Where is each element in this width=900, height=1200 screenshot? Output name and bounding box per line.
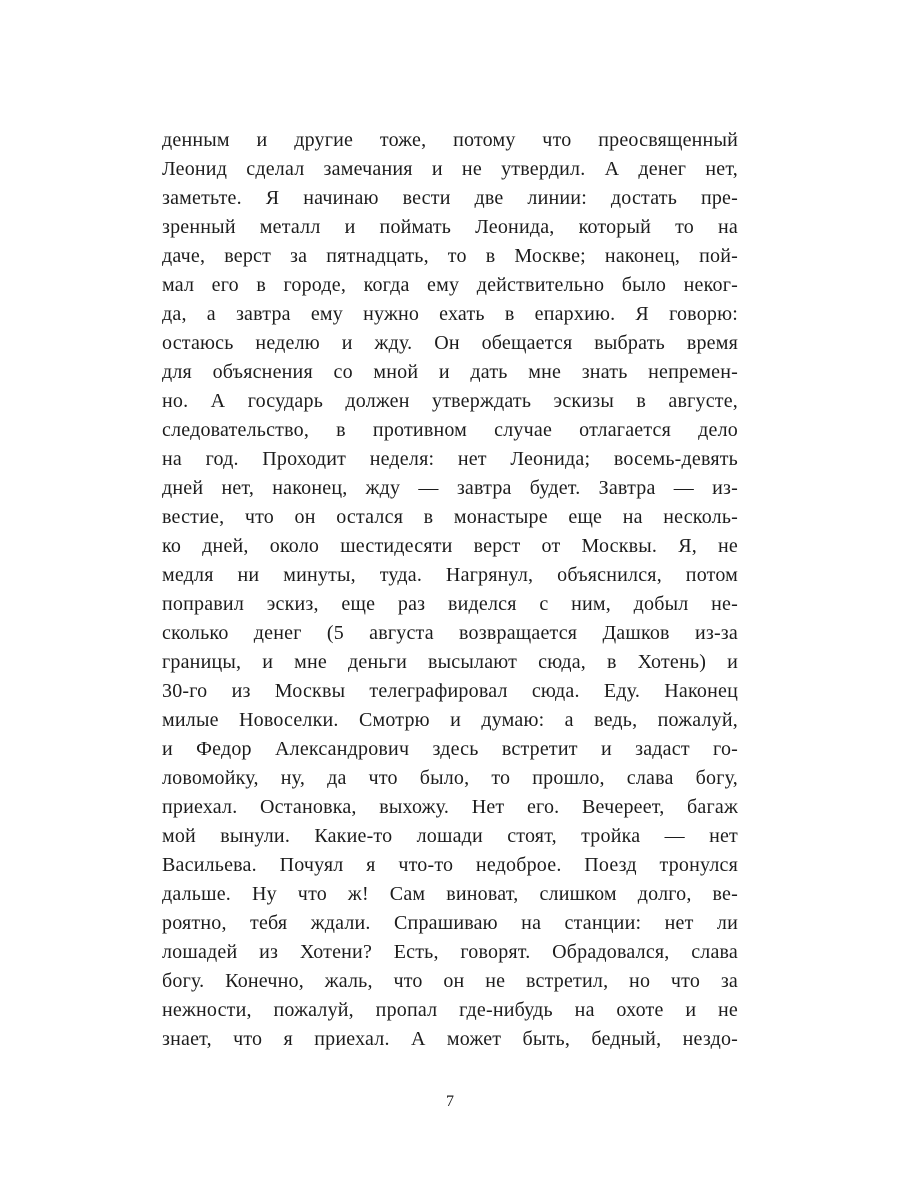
text-line: 30-го из Москвы телеграфировал сюда. Еду. Наконец [162,680,738,702]
text-line: для объяснения со мной и дать мне знать непремен- [162,361,738,383]
text-line: Леонид сделал замечания и не утвердил. А денег нет, [162,158,738,180]
page-text [162,126,738,1054]
text-line: да, а завтра ему нужно ехать в епархию. Я говорю: [162,303,738,325]
text-line: роятно, тебя ждали. Спрашиваю на станции: нет ли [162,912,738,934]
text-line: знает, что я приехал. А может быть, бедный, нездо- [162,1028,738,1050]
text-line: медля ни минуты, туда. Нагрянул, объяснился, потом [162,564,738,586]
text-line: лошадей из Хотени? Есть, говорят. Обрадовался, слава [162,941,738,963]
text-line: ловомойку, ну, да что было, то прошло, слава богу, [162,767,738,789]
text-line: границы, и мне деньги высылают сюда, в Хотень) и [162,651,738,673]
text-line: и Федор Александрович здесь встретит и задаст го- [162,738,738,760]
text-line: милые Новоселки. Смотрю и думаю: а ведь, пожалуй, [162,709,738,731]
text-line: заметьте. Я начинаю вести две линии: достать пре- [162,187,738,209]
text-line: поправил эскиз, еще раз виделся с ним, добыл не- [162,593,738,615]
text-line: мой вынули. Какие-то лошади стоят, тройка — нет [162,825,738,847]
text-line: но. А государь должен утверждать эскизы в августе, [162,390,738,412]
text-line: даче, верст за пятнадцать, то в Москве; наконец, пой- [162,245,738,267]
text-line: нежности, пожалуй, пропал где-нибудь на охоте и не [162,999,738,1021]
page-number: 7 [446,1093,454,1110]
text-line: дней нет, наконец, жду — завтра будет. Завтра — из- [162,477,738,499]
text-line: богу. Конечно, жаль, что он не встретил, но что за [162,970,738,992]
text-line: вестие, что он остался в монастыре еще на несколь- [162,506,738,528]
text-line: остаюсь неделю и жду. Он обещается выбрать время [162,332,738,354]
text-line: денным и другие тоже, потому что преосвященный [162,129,738,151]
text-line: сколько денег (5 августа возвращается Дашков из-за [162,622,738,644]
text-line: зренный металл и поймать Леонида, который то на [162,216,738,238]
text-line: ко дней, около шестидесяти верст от Москвы. Я, не [162,535,738,557]
text-line: Васильева. Почуял я что-то недоброе. Поезд тронулся [162,854,738,876]
text-line: на год. Проходит неделя: нет Леонида; восемь-девять [162,448,738,470]
text-line: дальше. Ну что ж! Сам виноват, слишком долго, ве- [162,883,738,905]
text-line: следовательство, в противном случае отлагается дело [162,419,738,441]
text-line: приехал. Остановка, выхожу. Нет его. Вечереет, багаж [162,796,738,818]
text-line: мал его в городе, когда ему действительно было неког- [162,274,738,296]
